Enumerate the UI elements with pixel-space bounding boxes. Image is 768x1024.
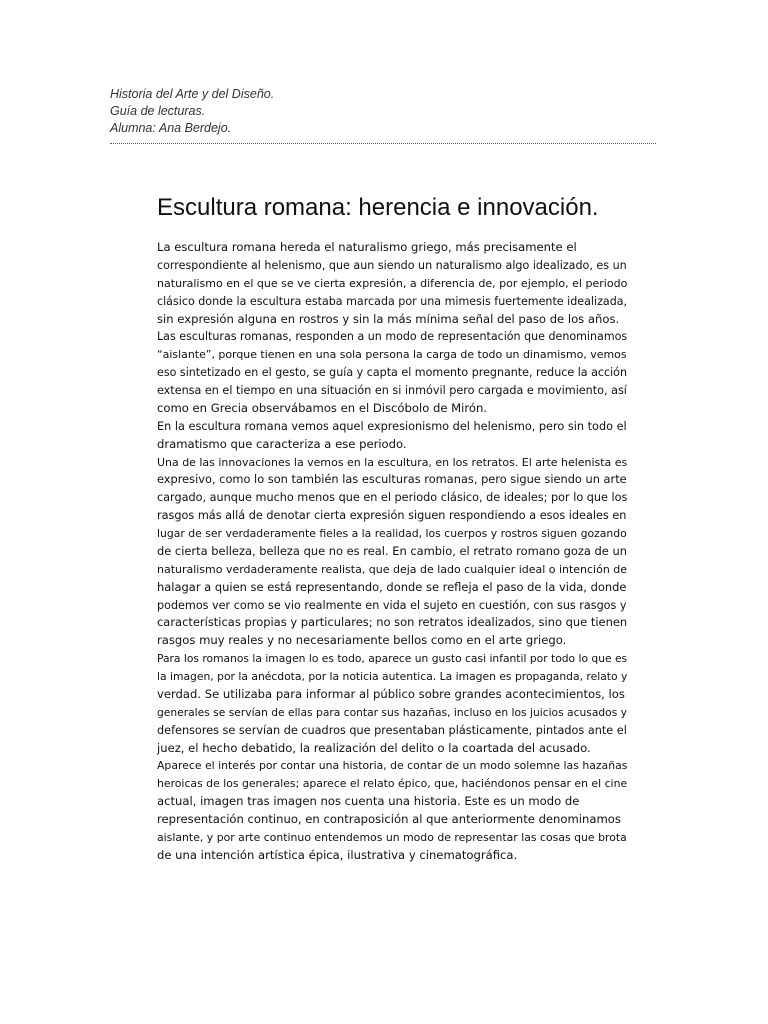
body-line: características propias y particulares; no son retratos idealizados, sino que tienen	[157, 615, 628, 630]
body-line: generales se servían de ellas para contar sus hazañas, incluso en los juicios acusados y	[157, 705, 627, 719]
body-line: extensa en el tiempo en una situación en si inmóvil pero cargada e movimiento, así	[157, 384, 627, 397]
course-name: Historia del Arte y del Diseño.	[110, 87, 275, 101]
body-line: juez, el hecho debatido, la realización del delito o la coartada del acusado.	[157, 740, 591, 755]
body-line: rasgos más allá de denotar cierta expresión siguen respondiendo a esos ideales en	[157, 509, 627, 523]
body-line: de una intención artística épica, ilustrativa y cinematográfica.	[157, 847, 518, 862]
body-line: rasgos muy reales y no necesariamente bellos como en el arte griego.	[157, 633, 567, 648]
body-line: sin expresión alguna en rostros y sin la más mínima señal del paso de los años.	[157, 311, 620, 326]
body-line: dramatismo que caracteriza a ese periodo.	[157, 436, 407, 451]
body-line: representación continuo, en contraposición al que anteriormente denominamos	[157, 812, 621, 826]
student-name: Alumna: Ana Berdejo.	[110, 121, 232, 135]
document-type: Guía de lecturas.	[110, 104, 206, 118]
body-line: naturalismo verdaderamente realista, que deja de lado cualquier ideal o intención de	[157, 562, 628, 576]
body-line: lugar de ser verdaderamente fieles a la realidad, los cuerpos y rostros siguen gozando	[157, 527, 627, 540]
body-line: como en Grecia observábamos en el Discóbolo de Mirón.	[157, 400, 488, 415]
body-line: actual, imagen tras imagen nos cuenta una historia. Este es un modo de	[157, 794, 580, 809]
essay-body	[157, 239, 627, 865]
body-line: expresivo, como lo son también las esculturas romanas, pero sigue siendo un arte	[157, 472, 627, 487]
body-line: Aparece el interés por contar una historia, de contar de un modo solemne las hazañas	[157, 759, 628, 773]
body-line: aislante, y por arte continuo entendemos un modo de representar las cosas que brota	[157, 830, 627, 844]
body-line: de cierta belleza, belleza que no es real. En cambio, el retrato romano goza de un	[157, 543, 627, 558]
body-line: Una de las innovaciones la vemos en la escultura, en los retratos. El arte helenista es	[157, 455, 628, 469]
body-line: heroicas de los generales; aparece el relato épico, que, haciéndonos pensar en el cine	[157, 777, 628, 791]
body-line: “aislante”, porque tienen en una sola persona la carga de todo un dinamismo, vemos	[157, 348, 627, 362]
document-header	[110, 86, 656, 137]
body-line: verdad. Se utilizaba para informar al público sobre grandes acontecimientos, los	[157, 686, 625, 701]
body-line: En la escultura romana vemos aquel expresionismo del helenismo, pero sin todo el	[157, 419, 627, 433]
body-line: clásico donde la escultura estaba marcada por una mimesis fuertemente idealizada,	[157, 294, 628, 308]
page-title: Escultura romana: herencia e innovación.	[157, 194, 599, 221]
body-line: correspondiente al helenismo, que aun siendo un naturalismo algo idealizado, es un	[157, 258, 627, 272]
body-line: eso sintetizado en el gesto, se guía y capta el momento pregnante, reduce la acción	[157, 366, 628, 380]
header-divider	[110, 143, 656, 144]
body-line: Las esculturas romanas, responden a un modo de representación que denominamos	[157, 330, 628, 344]
body-line: cargado, aunque mucho menos que en el periodo clásico, de ideales; por lo que los	[157, 491, 628, 505]
body-line: podemos ver como se vio realmente en vida el sujeto en cuestión, con sus rasgos y	[157, 598, 627, 612]
body-line: Para los romanos la imagen lo es todo, aparece un gusto casi infantil por todo lo que es	[157, 652, 628, 666]
body-line: defensores se servían de cuadros que presentaban plásticamente, pintados ante el	[157, 723, 627, 737]
body-line: naturalismo en el que se ve cierta expresión, a diferencia de, por ejemplo, el periodo	[157, 276, 628, 290]
body-line: la imagen, por la anécdota, por la noticia autentica. La imagen es propaganda, relato y	[157, 670, 628, 683]
body-line: La escultura romana hereda el naturalismo griego, más precisamente el	[157, 240, 577, 254]
body-line: halagar a quien se está representando, donde se refleja el paso de la vida, donde	[157, 579, 627, 594]
